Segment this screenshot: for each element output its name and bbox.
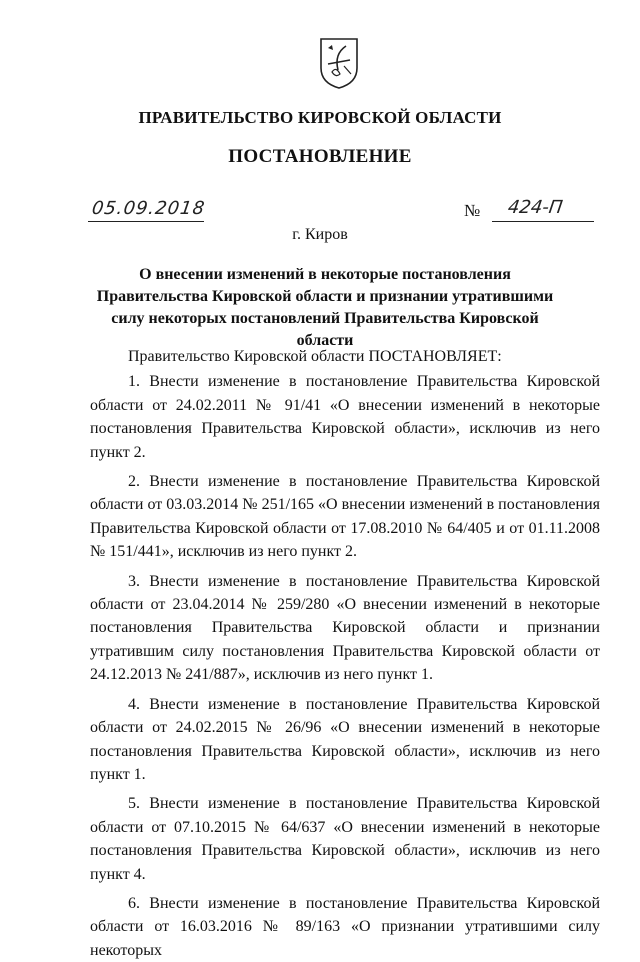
list-item: 5. Внести изменение в постановление Правительства Кировской области от 07.10.2015 № 64/637 «О внесении изменений в некоторые постановления Правительства Кировской области», исключив из него пункт 4. (90, 795, 600, 883)
list-item: 3. Внести изменение в постановление Правительства Кировской области от 23.04.2014 № 259/280 «О внесении изменений в некоторые постановления Правительства Кировской области и признании утратившим силу постановления Правительства Кировской области от 24.12.2013 № 241/887», исключив из него пункт 1. (90, 572, 600, 684)
document-subject: О внесении изменений в некоторые постановления Правительства Кировской области и признании утратившими силу некоторых постановлений Правительства Кировской области (96, 266, 554, 349)
list-item: 1. Внести изменение в постановление Правительства Кировской области от 24.02.2011 № 91/41 «О внесении изменений в некоторые постановления Правительства Кировской области», исключив из него пункт 2. (90, 373, 600, 461)
document-type: ПОСТАНОВЛЕНИЕ (228, 146, 412, 167)
handwritten-number: 424-П (506, 197, 564, 218)
coat-of-arms-icon (318, 36, 360, 90)
number-field (464, 198, 594, 224)
list-item: 4. Внести изменение в постановление Правительства Кировской области от 24.02.2015 № 26/96 «О внесении изменений в некоторые постановления Правительства Кировской области», исключив из него пункт 1. (90, 695, 600, 783)
date-field (88, 198, 207, 224)
number-sign: № (464, 201, 481, 220)
government-title: ПРАВИТЕЛЬСТВО КИРОВСКОЙ ОБЛАСТИ (138, 108, 502, 127)
number-underline (492, 221, 594, 222)
handwritten-date: 05.09.2018 (90, 198, 207, 219)
list-item: 2. Внести изменение в постановление Правительства Кировской области от 03.03.2014 № 251/165 «О внесении изменений в постановления Правительства Кировской области от 17.08.2010 № 64/405 и от 01.11.2008 № 151/441», исключив из него пункт 2. (90, 473, 600, 561)
date-underline (88, 221, 204, 222)
city: г. Киров (292, 226, 348, 243)
document-body (90, 345, 600, 962)
intro-paragraph: Правительство Кировской области ПОСТАНОВЛЯЕТ: (128, 348, 502, 365)
list-item: 6. Внести изменение в постановление Правительства Кировской области от 16.03.2016 № 89/163 «О признании утратившими силу некоторых (90, 894, 600, 959)
